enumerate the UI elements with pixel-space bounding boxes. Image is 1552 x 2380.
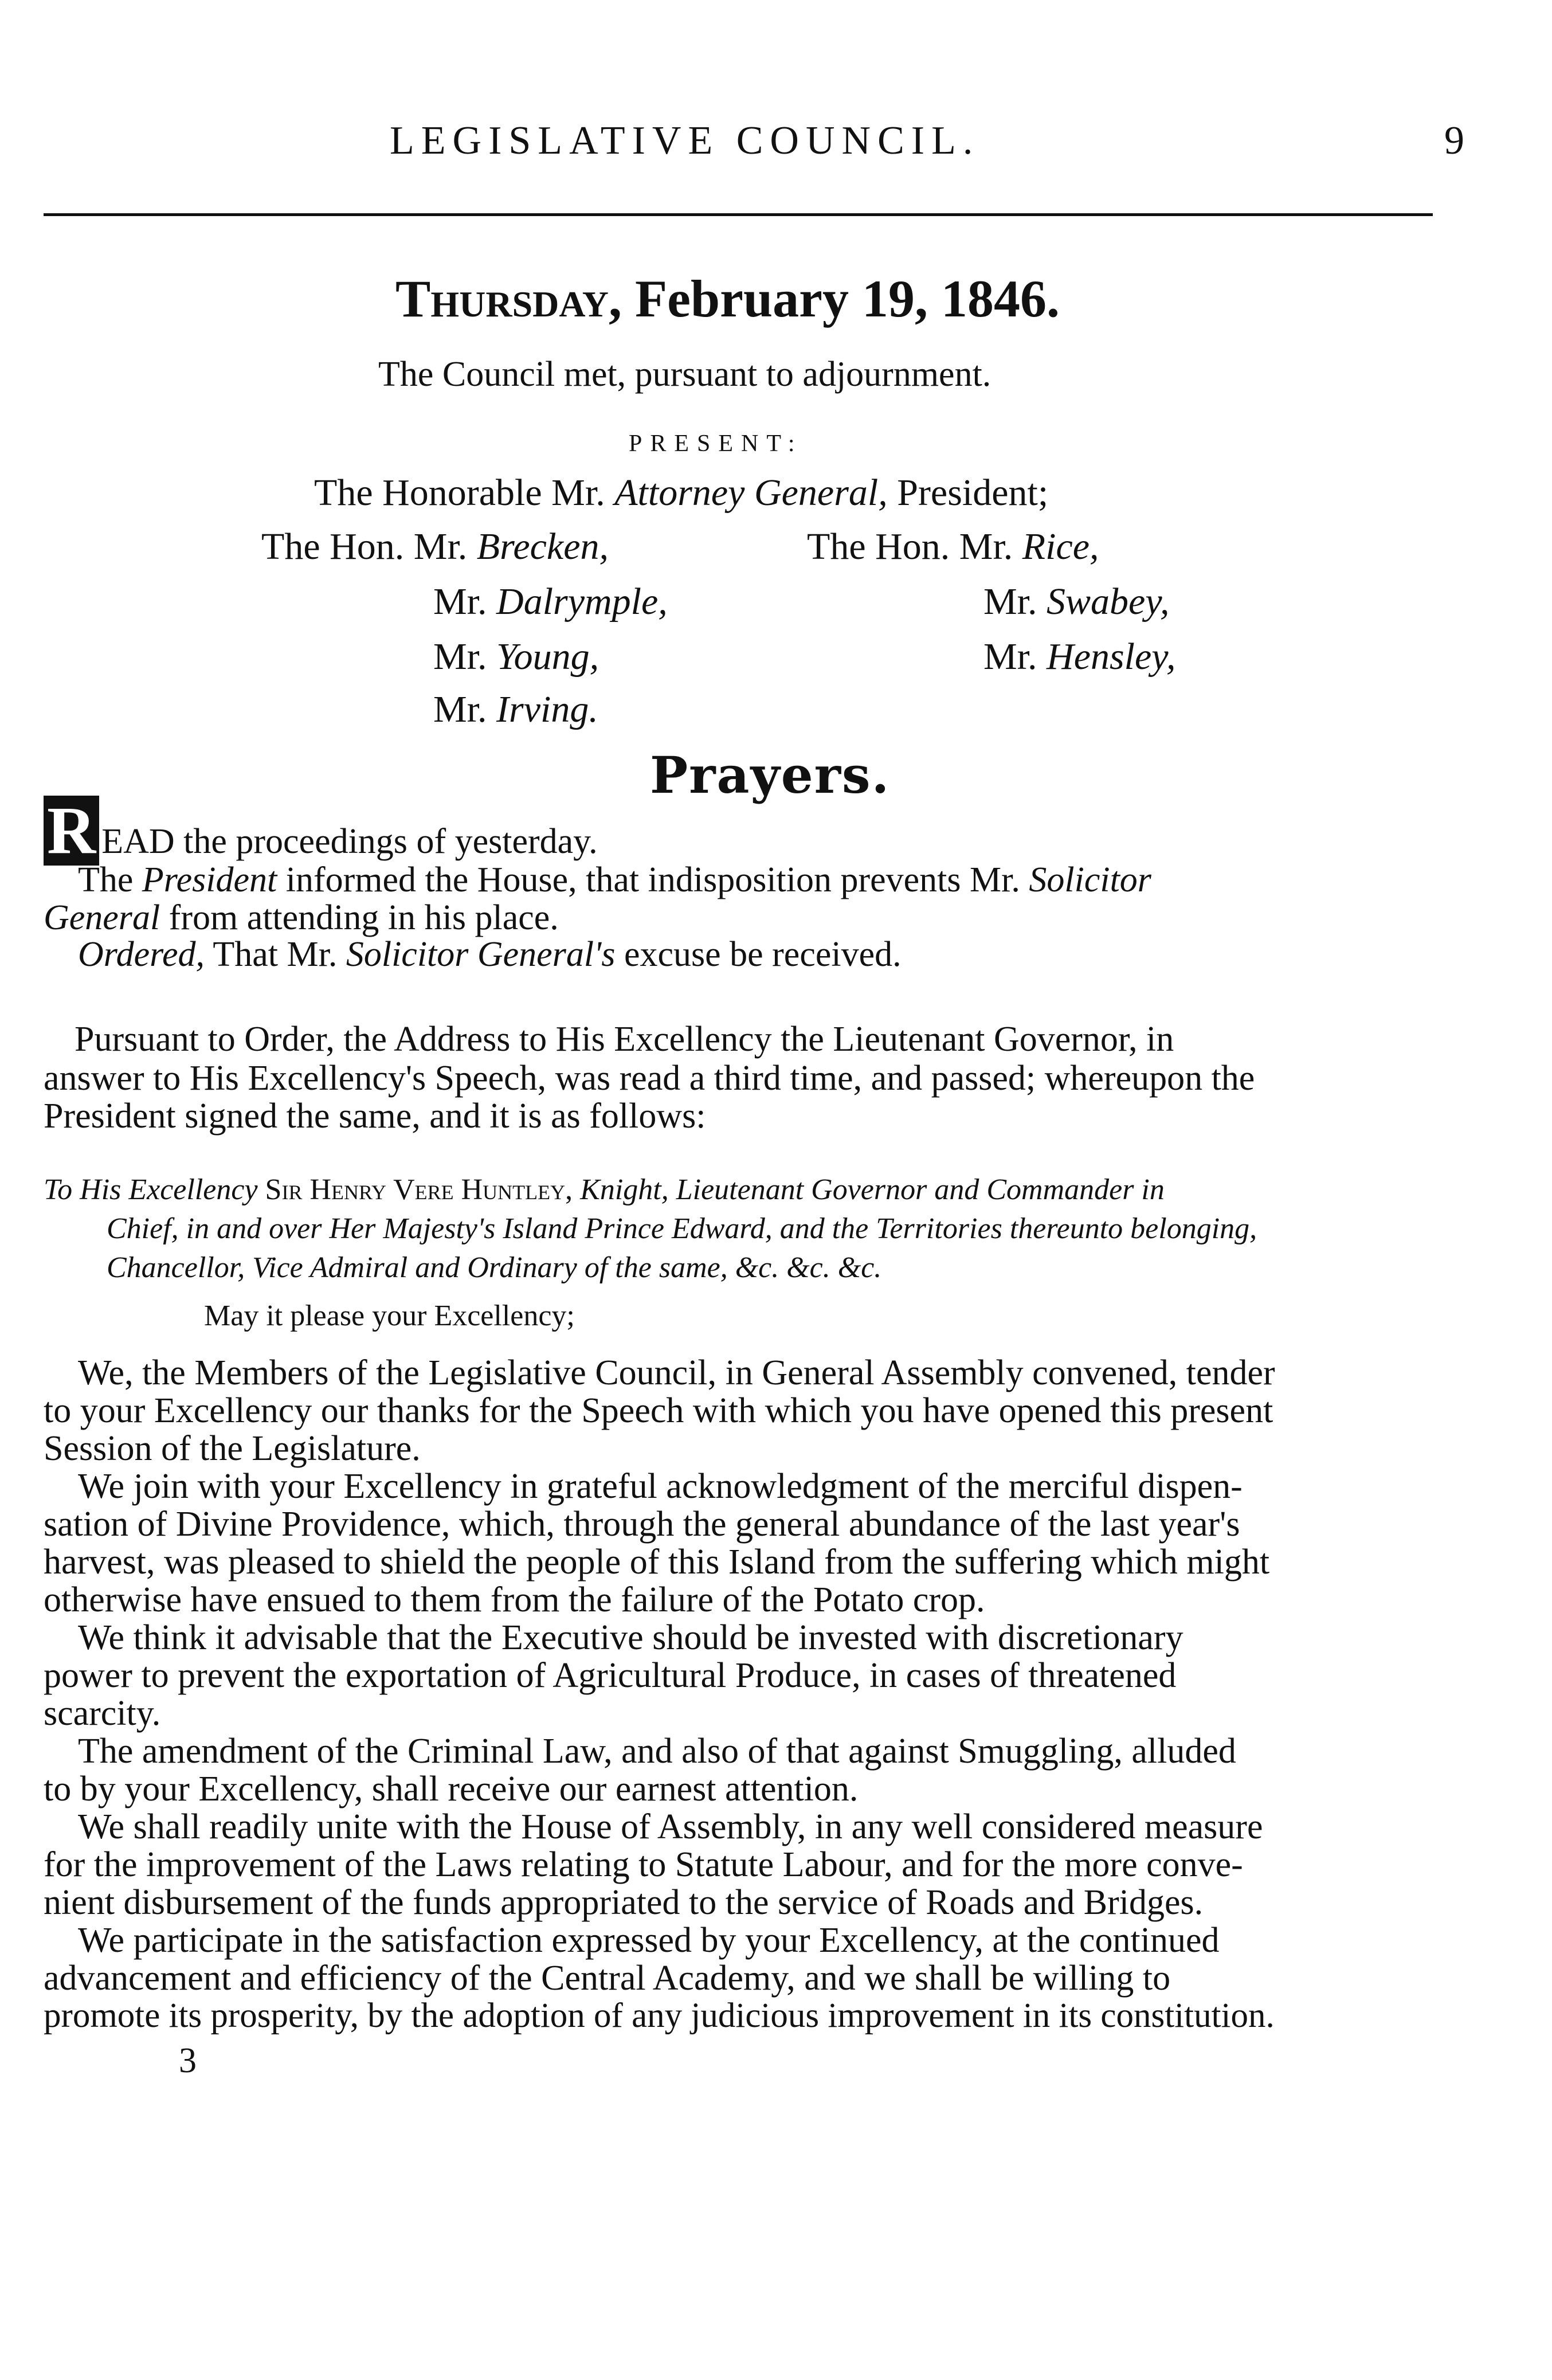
member-prefix: The Hon. Mr. — [807, 526, 1013, 567]
session-date — [395, 268, 1060, 329]
address-line-1 — [44, 1173, 1165, 1207]
signature-mark: 3 — [179, 2041, 197, 2080]
body-line: We join with your Excellency in grateful acknowledgment of the merciful dispen- — [78, 1467, 1243, 1506]
president-prefix: The Honorable Mr. — [314, 472, 605, 514]
council-met-line: The Council met, pursuant to adjournment. — [378, 355, 991, 394]
member-prefix: Mr. — [433, 636, 487, 678]
president-name: Attorney General, — [614, 472, 888, 514]
member-name: Young, — [496, 636, 599, 678]
president-line — [314, 471, 1048, 515]
member-left-2 — [433, 580, 668, 624]
body-line: advancement and efficiency of the Central Academy, and we shall be willing to — [44, 1959, 1171, 1998]
body-line: scarcity. — [44, 1694, 161, 1733]
running-head: LEGISLATIVE COUNCIL. — [390, 119, 980, 163]
body-line: otherwise have ensued to them from the failure of the Potato crop. — [44, 1580, 985, 1619]
prayers-heading: Prayers. — [650, 745, 891, 805]
member-left-3 — [433, 635, 599, 679]
present-label: PRESENT: — [629, 430, 803, 457]
member-prefix: Mr. — [433, 688, 487, 730]
member-name: Dalrymple, — [496, 581, 668, 623]
member-name: Rice, — [1022, 526, 1099, 567]
body-line: sation of Divine Providence, which, through the general abundance of the last year's — [44, 1505, 1240, 1544]
member-prefix: Mr. — [983, 636, 1037, 678]
member-name: Brecken, — [476, 526, 609, 567]
session-day: Thursday, — [395, 269, 622, 328]
member-left-1 — [261, 525, 609, 569]
body-line: Session of the Legislature. — [44, 1429, 421, 1468]
body-line: We think it advisable that the Executive should be invested with discretionary — [78, 1618, 1183, 1657]
body-line: power to prevent the exportation of Agricultural Produce, in cases of threatened — [44, 1656, 1177, 1695]
read-proceedings-line — [44, 793, 598, 868]
member-prefix: Mr. — [983, 581, 1037, 623]
body-line: to by your Excellency, shall receive our earnest attention. — [44, 1770, 859, 1809]
drop-cap-letter: R — [44, 796, 99, 866]
read-proceedings-text: EAD the proceedings of yesterday. — [101, 822, 598, 861]
text-run: The — [78, 860, 134, 899]
text-run: That Mr. — [213, 935, 338, 974]
pursuant-line: Pursuant to Order, the Address to His Excellency the Lieutenant Governor, in — [75, 1020, 1174, 1059]
president-suffix: President; — [897, 472, 1049, 514]
body-line: for the improvement of the Laws relating to Statute Labour, and for the more conve- — [44, 1845, 1243, 1884]
session-date-text: February 19, 1846. — [634, 269, 1060, 328]
body-line: to your Excellency our thanks for the Speech with which you have opened this present — [44, 1391, 1273, 1430]
body-line: We, the Members of the Legislative Council, in General Assembly convened, tender — [78, 1353, 1275, 1392]
text-run: excuse be received. — [624, 935, 902, 974]
ordered-line — [78, 934, 902, 975]
text-run: Solicitor — [1029, 860, 1151, 899]
body-line: nient disbursement of the funds appropriated to the service of Roads and Bridges. — [44, 1883, 1204, 1922]
member-right-2 — [983, 580, 1170, 624]
text-run: Ordered, — [78, 935, 205, 974]
address-line-2: Chief, in and over Her Majesty's Island Prince Edward, and the Territories thereunto belonging, — [107, 1212, 1257, 1245]
salutation: May it please your Excellency; — [204, 1299, 575, 1332]
body-line: harvest, was pleased to shield the people of this Island from the suffering which might — [44, 1543, 1270, 1582]
member-prefix: The Hon. Mr. — [261, 526, 468, 567]
text-run: President — [142, 860, 277, 899]
address-line-3: Chancellor, Vice Admiral and Ordinary of the same, &c. &c. &c. — [107, 1251, 882, 1284]
text-run: Solicitor General's — [346, 935, 616, 974]
text-run: General — [44, 898, 160, 937]
president-informed-line-1 — [78, 860, 1151, 901]
member-prefix: Mr. — [433, 581, 487, 623]
header-rule — [44, 213, 1433, 216]
president-informed-line-2 — [44, 898, 559, 938]
text-run: Knight, Lieutenant Governor and Commander in — [580, 1173, 1165, 1206]
body-line: We shall readily unite with the House of Assembly, in any well considered measure — [78, 1807, 1263, 1846]
body-line: The amendment of the Criminal Law, and also of that against Smuggling, alluded — [78, 1732, 1236, 1771]
body-line: promote its prosperity, by the adoption of any judicious improvement in its constitution. — [44, 1997, 1275, 2035]
text-run: from attending in his place. — [168, 898, 559, 937]
pursuant-line: President signed the same, and it is as follows: — [44, 1097, 706, 1136]
member-name: Hensley, — [1047, 636, 1176, 678]
member-name: Swabey, — [1047, 581, 1170, 623]
addressee-name: Sir Henry Vere Huntley, — [265, 1173, 573, 1206]
body-line: We participate in the satisfaction expressed by your Excellency, at the continued — [78, 1921, 1220, 1960]
text-run: To His Excellency — [44, 1173, 258, 1206]
text-run: informed the House, that indisposition prevents Mr. — [285, 860, 1020, 899]
member-right-3 — [983, 635, 1175, 679]
member-name: Irving. — [496, 688, 598, 730]
member-left-4 — [433, 688, 598, 731]
member-right-1 — [807, 525, 1099, 569]
pursuant-line: answer to His Excellency's Speech, was read a third time, and passed; whereupon the — [44, 1059, 1255, 1098]
page-number: 9 — [1444, 119, 1464, 163]
